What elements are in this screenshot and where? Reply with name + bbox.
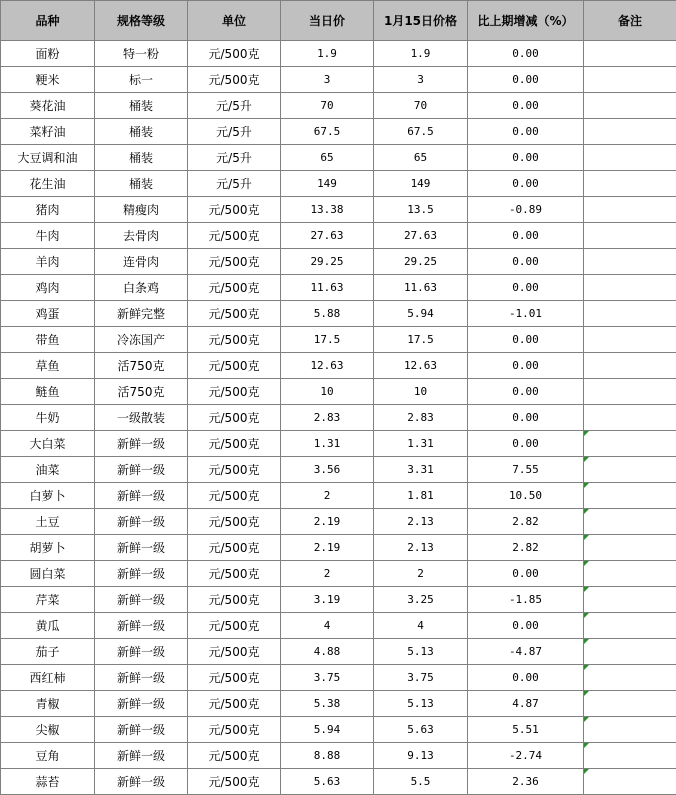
cell-today-price: 2	[281, 561, 374, 587]
cell-change-percent: 0.00	[468, 665, 584, 691]
cell-unit: 元/500克	[188, 67, 281, 93]
cell-jan15-price: 149	[374, 171, 468, 197]
cell-change-percent: -1.01	[468, 301, 584, 327]
cell-variety: 大白菜	[1, 431, 95, 457]
cell-change-percent: 0.00	[468, 379, 584, 405]
cell-today-price: 1.31	[281, 431, 374, 457]
cell-jan15-price: 70	[374, 93, 468, 119]
cell-change-percent: 0.00	[468, 613, 584, 639]
cell-remarks	[584, 327, 676, 353]
cell-change-percent: 0.00	[468, 249, 584, 275]
table-row	[1, 457, 676, 483]
cell-grade: 连骨肉	[95, 249, 188, 275]
cell-jan15-price: 13.5	[374, 197, 468, 223]
cell-grade: 新鲜一级	[95, 665, 188, 691]
cell-grade: 新鲜一级	[95, 483, 188, 509]
cell-variety: 羊肉	[1, 249, 95, 275]
cell-unit: 元/500克	[188, 665, 281, 691]
cell-change-percent: -1.85	[468, 587, 584, 613]
cell-jan15-price: 5.13	[374, 639, 468, 665]
cell-unit: 元/500克	[188, 197, 281, 223]
cell-variety: 菜籽油	[1, 119, 95, 145]
comment-indicator-icon	[584, 483, 589, 488]
cell-unit: 元/500克	[188, 587, 281, 613]
cell-remarks	[584, 691, 676, 717]
cell-variety: 牛奶	[1, 405, 95, 431]
cell-grade: 精瘦肉	[95, 197, 188, 223]
cell-jan15-price: 5.13	[374, 691, 468, 717]
cell-grade: 新鲜一级	[95, 509, 188, 535]
cell-variety: 油菜	[1, 457, 95, 483]
cell-today-price: 4	[281, 613, 374, 639]
cell-variety: 白萝卜	[1, 483, 95, 509]
cell-remarks	[584, 67, 676, 93]
cell-variety: 带鱼	[1, 327, 95, 353]
cell-jan15-price: 3.25	[374, 587, 468, 613]
cell-grade: 新鲜一级	[95, 691, 188, 717]
table-row	[1, 587, 676, 613]
cell-jan15-price: 2.13	[374, 509, 468, 535]
cell-unit: 元/500克	[188, 743, 281, 769]
header-jan15-price: 1月15日价格	[374, 1, 468, 41]
cell-remarks	[584, 431, 676, 457]
cell-remarks	[584, 639, 676, 665]
cell-grade: 一级散装	[95, 405, 188, 431]
cell-grade: 新鲜一级	[95, 743, 188, 769]
cell-unit: 元/5升	[188, 171, 281, 197]
cell-change-percent: 2.82	[468, 535, 584, 561]
cell-jan15-price: 9.13	[374, 743, 468, 769]
cell-variety: 鸡蛋	[1, 301, 95, 327]
cell-jan15-price: 10	[374, 379, 468, 405]
cell-unit: 元/500克	[188, 561, 281, 587]
table-row	[1, 171, 676, 197]
header-change-percent: 比上期增减（%）	[468, 1, 584, 41]
cell-grade: 新鲜一级	[95, 769, 188, 795]
comment-indicator-icon	[584, 743, 589, 748]
comment-indicator-icon	[584, 535, 589, 540]
cell-change-percent: 2.82	[468, 509, 584, 535]
table-row	[1, 509, 676, 535]
cell-jan15-price: 3	[374, 67, 468, 93]
cell-change-percent: -2.74	[468, 743, 584, 769]
cell-remarks	[584, 275, 676, 301]
cell-jan15-price: 12.63	[374, 353, 468, 379]
comment-indicator-icon	[584, 717, 589, 722]
cell-change-percent: 4.87	[468, 691, 584, 717]
cell-jan15-price: 2	[374, 561, 468, 587]
cell-jan15-price: 1.9	[374, 41, 468, 67]
table-row	[1, 353, 676, 379]
cell-today-price: 70	[281, 93, 374, 119]
cell-grade: 冷冻国产	[95, 327, 188, 353]
header-variety: 品种	[1, 1, 95, 41]
table-row	[1, 431, 676, 457]
cell-today-price: 3.75	[281, 665, 374, 691]
comment-indicator-icon	[584, 691, 589, 696]
comment-indicator-icon	[584, 561, 589, 566]
cell-jan15-price: 65	[374, 145, 468, 171]
table-row	[1, 639, 676, 665]
cell-jan15-price: 3.31	[374, 457, 468, 483]
cell-remarks	[584, 379, 676, 405]
cell-unit: 元/500克	[188, 431, 281, 457]
cell-variety: 土豆	[1, 509, 95, 535]
cell-today-price: 3.19	[281, 587, 374, 613]
cell-change-percent: 0.00	[468, 327, 584, 353]
cell-today-price: 8.88	[281, 743, 374, 769]
cell-remarks	[584, 301, 676, 327]
cell-unit: 元/500克	[188, 691, 281, 717]
cell-remarks	[584, 743, 676, 769]
cell-unit: 元/5升	[188, 119, 281, 145]
cell-unit: 元/500克	[188, 769, 281, 795]
cell-jan15-price: 4	[374, 613, 468, 639]
cell-today-price: 1.9	[281, 41, 374, 67]
cell-unit: 元/500克	[188, 639, 281, 665]
cell-change-percent: 0.00	[468, 223, 584, 249]
cell-jan15-price: 67.5	[374, 119, 468, 145]
cell-remarks	[584, 587, 676, 613]
cell-jan15-price: 2.13	[374, 535, 468, 561]
cell-jan15-price: 1.81	[374, 483, 468, 509]
cell-grade: 桶装	[95, 145, 188, 171]
cell-unit: 元/500克	[188, 249, 281, 275]
table-row	[1, 743, 676, 769]
comment-indicator-icon	[584, 769, 589, 774]
table-body	[1, 41, 676, 795]
header-remarks: 备注	[584, 1, 676, 41]
cell-variety: 蒜苔	[1, 769, 95, 795]
cell-jan15-price: 1.31	[374, 431, 468, 457]
cell-jan15-price: 17.5	[374, 327, 468, 353]
cell-grade: 特一粉	[95, 41, 188, 67]
cell-today-price: 13.38	[281, 197, 374, 223]
cell-unit: 元/500克	[188, 301, 281, 327]
cell-today-price: 5.88	[281, 301, 374, 327]
cell-variety: 猪肉	[1, 197, 95, 223]
cell-jan15-price: 5.5	[374, 769, 468, 795]
cell-unit: 元/500克	[188, 457, 281, 483]
cell-variety: 鸡肉	[1, 275, 95, 301]
cell-variety: 葵花油	[1, 93, 95, 119]
table-row	[1, 119, 676, 145]
cell-today-price: 11.63	[281, 275, 374, 301]
cell-grade: 新鲜一级	[95, 639, 188, 665]
cell-unit: 元/500克	[188, 223, 281, 249]
table-row	[1, 93, 676, 119]
cell-grade: 新鲜一级	[95, 561, 188, 587]
table-row	[1, 561, 676, 587]
table-row	[1, 67, 676, 93]
cell-today-price: 149	[281, 171, 374, 197]
cell-variety: 圆白菜	[1, 561, 95, 587]
cell-unit: 元/5升	[188, 93, 281, 119]
cell-today-price: 4.88	[281, 639, 374, 665]
cell-change-percent: 10.50	[468, 483, 584, 509]
cell-today-price: 67.5	[281, 119, 374, 145]
cell-change-percent: 0.00	[468, 67, 584, 93]
cell-change-percent: 0.00	[468, 119, 584, 145]
cell-change-percent: 0.00	[468, 275, 584, 301]
cell-variety: 牛肉	[1, 223, 95, 249]
cell-unit: 元/5升	[188, 145, 281, 171]
cell-variety: 粳米	[1, 67, 95, 93]
cell-change-percent: 0.00	[468, 145, 584, 171]
cell-grade: 标一	[95, 67, 188, 93]
header-today-price: 当日价	[281, 1, 374, 41]
cell-jan15-price: 11.63	[374, 275, 468, 301]
cell-today-price: 17.5	[281, 327, 374, 353]
cell-today-price: 10	[281, 379, 374, 405]
cell-today-price: 2.83	[281, 405, 374, 431]
table-row	[1, 301, 676, 327]
table-header	[1, 1, 676, 41]
cell-today-price: 3	[281, 67, 374, 93]
cell-unit: 元/500克	[188, 41, 281, 67]
table-row	[1, 145, 676, 171]
comment-indicator-icon	[584, 639, 589, 644]
table-row	[1, 223, 676, 249]
cell-change-percent: -4.87	[468, 639, 584, 665]
cell-variety: 西红柿	[1, 665, 95, 691]
cell-variety: 花生油	[1, 171, 95, 197]
cell-today-price: 2.19	[281, 509, 374, 535]
header-row	[1, 1, 676, 41]
header-grade: 规格等级	[95, 1, 188, 41]
cell-grade: 桶装	[95, 119, 188, 145]
cell-remarks	[584, 405, 676, 431]
table-row	[1, 41, 676, 67]
cell-grade: 新鲜一级	[95, 587, 188, 613]
cell-today-price: 2	[281, 483, 374, 509]
table-row	[1, 249, 676, 275]
cell-grade: 新鲜完整	[95, 301, 188, 327]
cell-unit: 元/500克	[188, 535, 281, 561]
comment-indicator-icon	[584, 587, 589, 592]
cell-jan15-price: 29.25	[374, 249, 468, 275]
cell-grade: 活750克	[95, 379, 188, 405]
table-row	[1, 769, 676, 795]
cell-variety: 草鱼	[1, 353, 95, 379]
cell-remarks	[584, 93, 676, 119]
cell-change-percent: 0.00	[468, 431, 584, 457]
cell-grade: 去骨肉	[95, 223, 188, 249]
cell-remarks	[584, 197, 676, 223]
table-row	[1, 379, 676, 405]
table-row	[1, 613, 676, 639]
cell-remarks	[584, 483, 676, 509]
cell-grade: 新鲜一级	[95, 457, 188, 483]
cell-variety: 青椒	[1, 691, 95, 717]
cell-grade: 活750克	[95, 353, 188, 379]
cell-grade: 桶装	[95, 93, 188, 119]
header-unit: 单位	[188, 1, 281, 41]
cell-remarks	[584, 171, 676, 197]
cell-unit: 元/500克	[188, 717, 281, 743]
cell-variety: 豆角	[1, 743, 95, 769]
cell-unit: 元/500克	[188, 379, 281, 405]
cell-change-percent: 0.00	[468, 405, 584, 431]
cell-remarks	[584, 561, 676, 587]
cell-grade: 桶装	[95, 171, 188, 197]
cell-remarks	[584, 223, 676, 249]
cell-grade: 新鲜一级	[95, 613, 188, 639]
cell-jan15-price: 3.75	[374, 665, 468, 691]
cell-today-price: 5.38	[281, 691, 374, 717]
cell-jan15-price: 5.94	[374, 301, 468, 327]
cell-change-percent: 0.00	[468, 93, 584, 119]
cell-change-percent: 0.00	[468, 171, 584, 197]
cell-remarks	[584, 509, 676, 535]
cell-remarks	[584, 457, 676, 483]
table-row	[1, 717, 676, 743]
cell-today-price: 27.63	[281, 223, 374, 249]
table-row	[1, 535, 676, 561]
cell-grade: 新鲜一级	[95, 535, 188, 561]
cell-remarks	[584, 353, 676, 379]
cell-unit: 元/500克	[188, 353, 281, 379]
cell-remarks	[584, 145, 676, 171]
cell-grade: 新鲜一级	[95, 431, 188, 457]
cell-today-price: 29.25	[281, 249, 374, 275]
cell-change-percent: 0.00	[468, 561, 584, 587]
cell-unit: 元/500克	[188, 483, 281, 509]
cell-remarks	[584, 665, 676, 691]
cell-change-percent: 2.36	[468, 769, 584, 795]
cell-remarks	[584, 119, 676, 145]
cell-change-percent: 7.55	[468, 457, 584, 483]
cell-grade: 新鲜一级	[95, 717, 188, 743]
cell-unit: 元/500克	[188, 405, 281, 431]
cell-today-price: 65	[281, 145, 374, 171]
table-row	[1, 483, 676, 509]
cell-variety: 尖椒	[1, 717, 95, 743]
cell-today-price: 3.56	[281, 457, 374, 483]
cell-variety: 胡萝卜	[1, 535, 95, 561]
cell-change-percent: -0.89	[468, 197, 584, 223]
cell-change-percent: 0.00	[468, 41, 584, 67]
comment-indicator-icon	[584, 613, 589, 618]
cell-jan15-price: 2.83	[374, 405, 468, 431]
comment-indicator-icon	[584, 431, 589, 436]
cell-remarks	[584, 769, 676, 795]
cell-today-price: 2.19	[281, 535, 374, 561]
cell-remarks	[584, 249, 676, 275]
cell-remarks	[584, 535, 676, 561]
table-row	[1, 665, 676, 691]
cell-today-price: 5.63	[281, 769, 374, 795]
cell-jan15-price: 5.63	[374, 717, 468, 743]
cell-change-percent: 0.00	[468, 353, 584, 379]
cell-variety: 面粉	[1, 41, 95, 67]
cell-variety: 茄子	[1, 639, 95, 665]
comment-indicator-icon	[584, 665, 589, 670]
table-row	[1, 197, 676, 223]
comment-indicator-icon	[584, 509, 589, 514]
cell-today-price: 12.63	[281, 353, 374, 379]
cell-change-percent: 5.51	[468, 717, 584, 743]
cell-jan15-price: 27.63	[374, 223, 468, 249]
cell-remarks	[584, 717, 676, 743]
cell-unit: 元/500克	[188, 327, 281, 353]
comment-indicator-icon	[584, 457, 589, 462]
cell-remarks	[584, 41, 676, 67]
table-row	[1, 691, 676, 717]
cell-unit: 元/500克	[188, 275, 281, 301]
cell-variety: 芹菜	[1, 587, 95, 613]
table-row	[1, 327, 676, 353]
table-row	[1, 405, 676, 431]
cell-unit: 元/500克	[188, 509, 281, 535]
cell-today-price: 5.94	[281, 717, 374, 743]
table-row	[1, 275, 676, 301]
cell-variety: 黄瓜	[1, 613, 95, 639]
cell-unit: 元/500克	[188, 613, 281, 639]
cell-variety: 鲢鱼	[1, 379, 95, 405]
cell-grade: 白条鸡	[95, 275, 188, 301]
cell-remarks	[584, 613, 676, 639]
cell-variety: 大豆调和油	[1, 145, 95, 171]
